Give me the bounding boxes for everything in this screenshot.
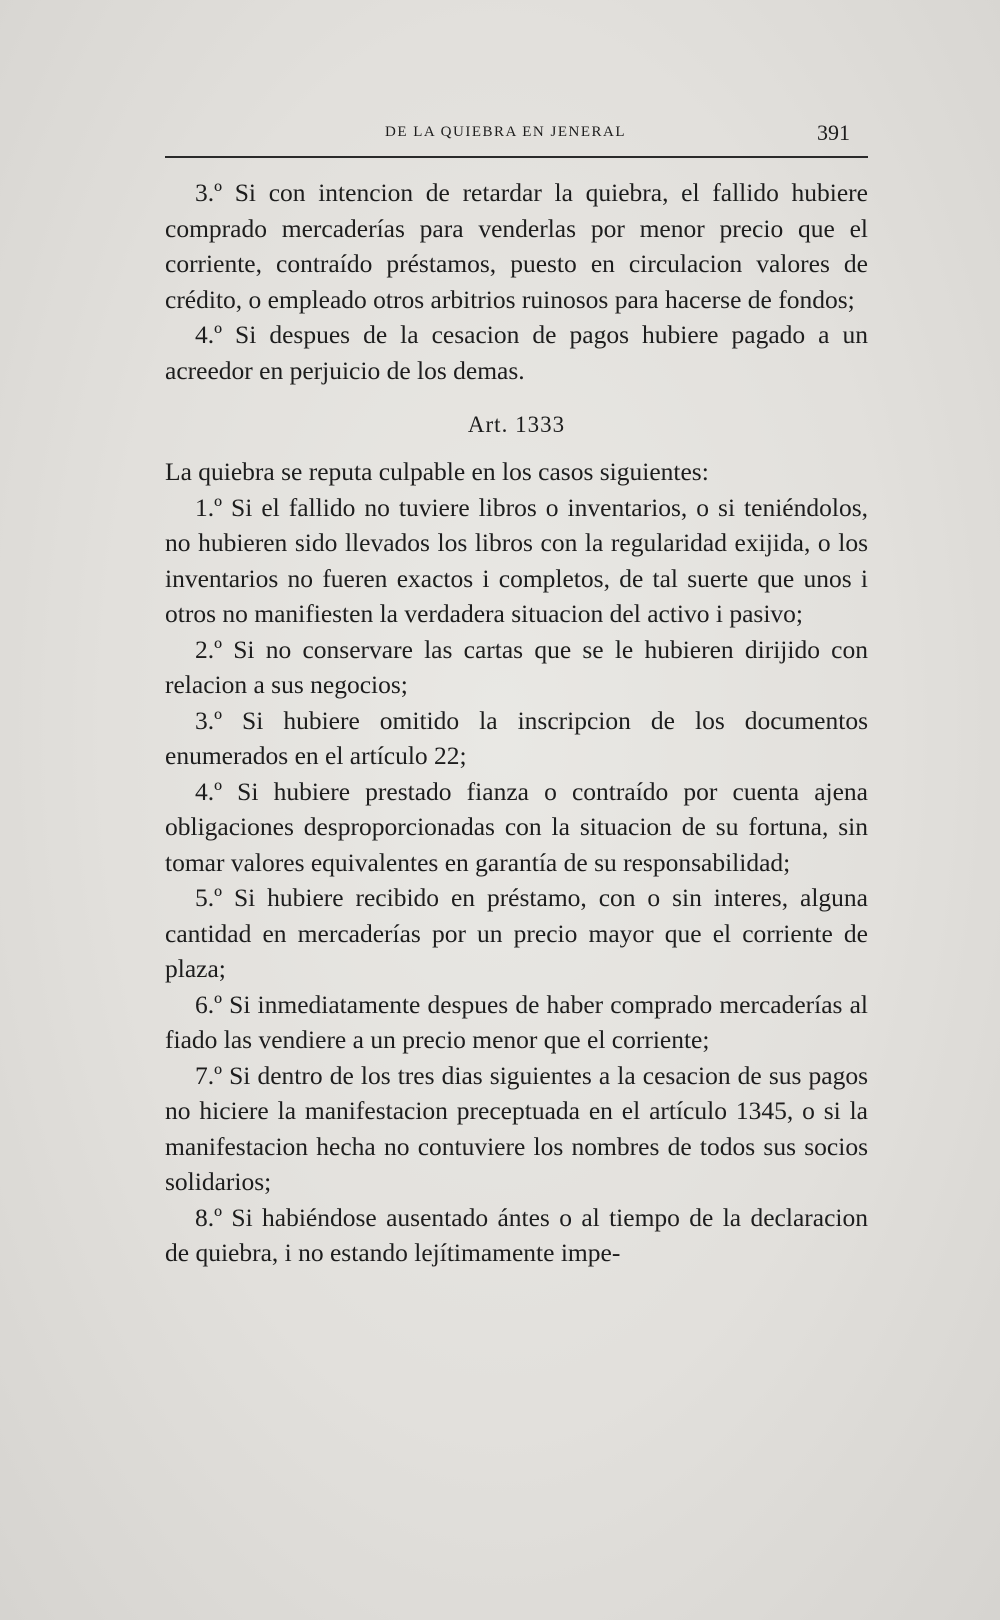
item-2: 2.º Si no conservare las cartas que se le hubieren dirijido con relacion a sus negocios; — [165, 634, 868, 699]
item-6: 6.º Si inmediatamente despues de haber comprado mercaderías al fiado las vendiere a un precio menor que el corriente; — [165, 989, 868, 1054]
item-1: 1.º Si el fallido no tuviere libros o inventarios, o si teniéndolos, no hubieren sido llevados los libros con la regularidad exijida, o los inventarios no fueren exactos i completos, de tal suerte que unos i otros no manifiesten la verdadera situacion del activo i pasivo; — [165, 492, 868, 628]
article-intro: La quiebra se reputa culpable en los casos siguientes: — [165, 457, 709, 486]
item-4: 4.º Si hubiere prestado fianza o contraído por cuenta ajena obligaciones desproporcionadas con la situacion de su fortuna, sin tomar valores equivalentes en garantía de su responsabilidad; — [165, 776, 868, 877]
article-heading: Art. 1333 — [467, 412, 566, 437]
paragraph-3-top: 3.º Si con intencion de retardar la quiebra, el fallido hubiere comprado mercaderías para venderlas por menor precio que el corriente, contraído préstamos, puesto en circulacion valores de crédito, o empleado otros arbitrios ruinosos para hacerse de fondos; — [165, 178, 868, 314]
running-header — [165, 120, 868, 158]
page-number: 391 — [817, 120, 850, 145]
paragraph-4-top: 4.º Si despues de la cesacion de pagos hubiere pagado a un acreedor en perjuicio de los demas. — [165, 320, 868, 385]
item-7: 7.º Si dentro de los tres dias siguientes a la cesacion de sus pagos no hiciere la manifestacion preceptuada en el artículo 1345, o si la manifestacion hecha no contuviere los nombres de todos sus socios solidarios; — [165, 1060, 868, 1196]
page-body — [165, 175, 868, 1271]
item-5: 5.º Si hubiere recibido en préstamo, con o sin interes, alguna cantidad en mercaderías por un precio mayor que el corriente de plaza; — [165, 883, 868, 983]
item-8: 8.º Si habiéndose ausentado ántes o al tiempo de la declaracion de quiebra, i no estando lejítimamente impe- — [165, 1202, 868, 1267]
running-title: DE LA QUIEBRA EN JENERAL — [385, 124, 626, 140]
item-3: 3.º Si hubiere omitido la inscripcion de los documentos enumerados en el artículo 22; — [165, 705, 868, 770]
